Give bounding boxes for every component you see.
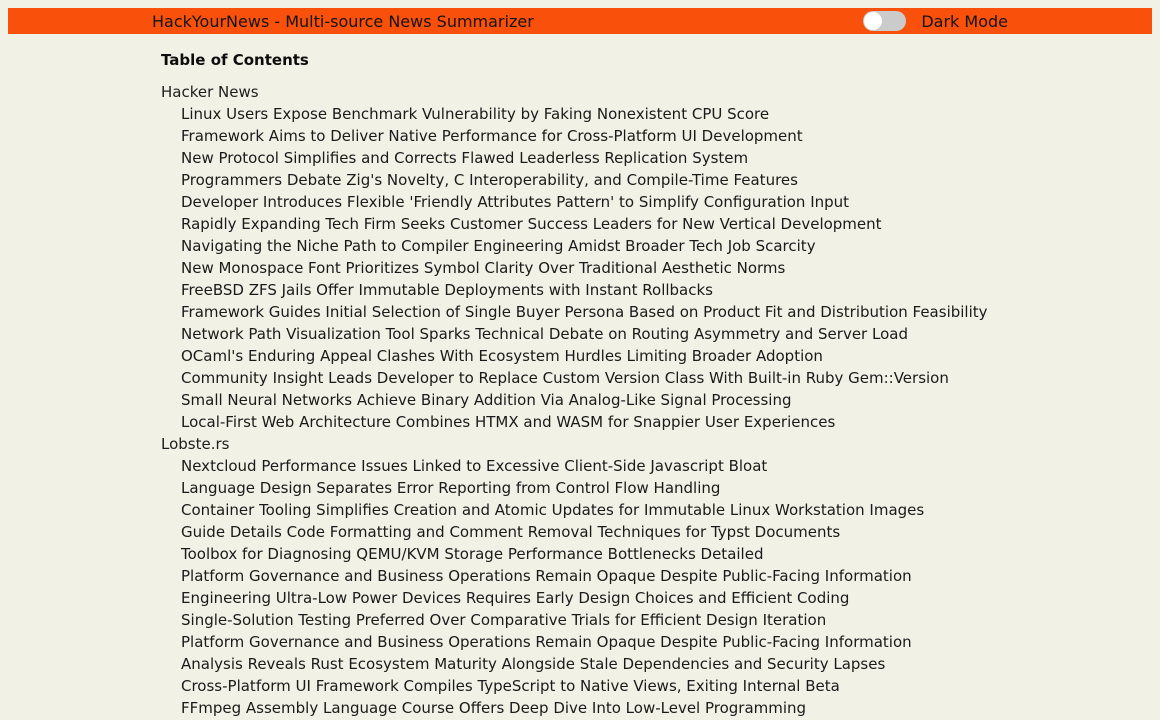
article-item [181,323,1152,345]
article-link[interactable]: Engineering Ultra-Low Power Devices Requires Early Design Choices and Efficient Coding [181,589,850,607]
article-link[interactable]: New Monospace Font Prioritizes Symbol Clarity Over Traditional Aesthetic Norms [181,259,786,277]
article-item [181,279,1152,301]
article-item [181,697,1152,719]
article-item [181,455,1152,477]
article-item [181,345,1152,367]
article-link[interactable]: FFmpeg Assembly Language Course Offers Deep Dive Into Low-Level Programming [181,699,807,717]
app-header [8,8,1152,34]
article-link[interactable]: OCaml's Enduring Appeal Clashes With Ecosystem Hurdles Limiting Broader Adoption [181,347,823,365]
article-link[interactable]: Analysis Reveals Rust Ecosystem Maturity Alongside Stale Dependencies and Security Lapses [181,655,886,673]
article-link[interactable]: Framework Aims to Deliver Native Performance for Cross-Platform UI Development [181,127,803,145]
article-link[interactable]: Single-Solution Testing Preferred Over Comparative Trials for Efficient Design Iteration [181,611,827,629]
header-right [863,11,1008,31]
article-item [181,367,1152,389]
dark-mode-toggle[interactable] [863,11,906,31]
article-link[interactable]: Linux Users Expose Benchmark Vulnerability by Faking Nonexistent CPU Score [181,105,770,123]
toc-heading: Table of Contents [161,51,309,69]
article-item [181,125,1152,147]
article-item [181,499,1152,521]
source-label: Hacker News [161,83,259,101]
article-item [181,103,1152,125]
article-link[interactable]: Cross-Platform UI Framework Compiles TypeScript to Native Views, Exiting Internal Beta [181,677,840,695]
article-list [161,103,1152,433]
toc-list [161,81,1152,719]
article-link[interactable]: New Protocol Simplifies and Corrects Flawed Leaderless Replication System [181,149,749,167]
article-item [181,521,1152,543]
article-link[interactable]: Language Design Separates Error Reporting from Control Flow Handling [181,479,721,497]
article-item [181,257,1152,279]
article-link[interactable]: Developer Introduces Flexible 'Friendly Attributes Pattern' to Simplify Configuration Input [181,193,850,211]
article-item [181,169,1152,191]
article-item [181,631,1152,653]
article-link[interactable]: Navigating the Niche Path to Compiler Engineering Amidst Broader Tech Job Scarcity [181,237,816,255]
article-link[interactable]: Guide Details Code Formatting and Comment Removal Techniques for Typst Documents [181,523,841,541]
article-link[interactable]: Platform Governance and Business Operations Remain Opaque Despite Public-Facing Information [181,633,912,651]
article-list [161,455,1152,719]
toggle-knob-icon [864,12,882,30]
article-link[interactable]: FreeBSD ZFS Jails Offer Immutable Deployments with Instant Rollbacks [181,281,714,299]
article-item [181,235,1152,257]
article-link[interactable]: Platform Governance and Business Operations Remain Opaque Despite Public-Facing Information [181,567,912,585]
article-item [181,213,1152,235]
article-item [181,147,1152,169]
article-link[interactable]: Container Tooling Simplifies Creation and Atomic Updates for Immutable Linux Workstation Images [181,501,925,519]
article-link[interactable]: Nextcloud Performance Issues Linked to Excessive Client-Side Javascript Bloat [181,457,768,475]
article-item [181,609,1152,631]
article-link[interactable]: Framework Guides Initial Selection of Single Buyer Persona Based on Product Fit and Distribution Feasibility [181,303,988,321]
app-title: HackYourNews - Multi-source News Summarizer [152,11,534,31]
article-item [181,477,1152,499]
source-label: Lobste.rs [161,435,230,453]
main-content [161,51,1152,719]
article-item [181,653,1152,675]
dark-mode-label: Dark Mode [921,11,1008,31]
article-link[interactable]: Programmers Debate Zig's Novelty, C Interoperability, and Compile-Time Features [181,171,798,189]
article-item [181,587,1152,609]
article-link[interactable]: Network Path Visualization Tool Sparks Technical Debate on Routing Asymmetry and Server Load [181,325,908,343]
article-link[interactable]: Rapidly Expanding Tech Firm Seeks Customer Success Leaders for New Vertical Development [181,215,882,233]
article-item [181,411,1152,433]
article-item [181,191,1152,213]
article-item [181,389,1152,411]
toc-section [161,433,1152,719]
article-item [181,543,1152,565]
article-link[interactable]: Community Insight Leads Developer to Replace Custom Version Class With Built-in Ruby Gem::Version [181,369,949,387]
article-link[interactable]: Small Neural Networks Achieve Binary Addition Via Analog-Like Signal Processing [181,391,792,409]
article-link[interactable]: Toolbox for Diagnosing QEMU/KVM Storage Performance Bottlenecks Detailed [181,545,764,563]
toc-section [161,81,1152,433]
article-item [181,565,1152,587]
article-item [181,675,1152,697]
article-link[interactable]: Local-First Web Architecture Combines HTMX and WASM for Snappier User Experiences [181,413,836,431]
article-item [181,301,1152,323]
